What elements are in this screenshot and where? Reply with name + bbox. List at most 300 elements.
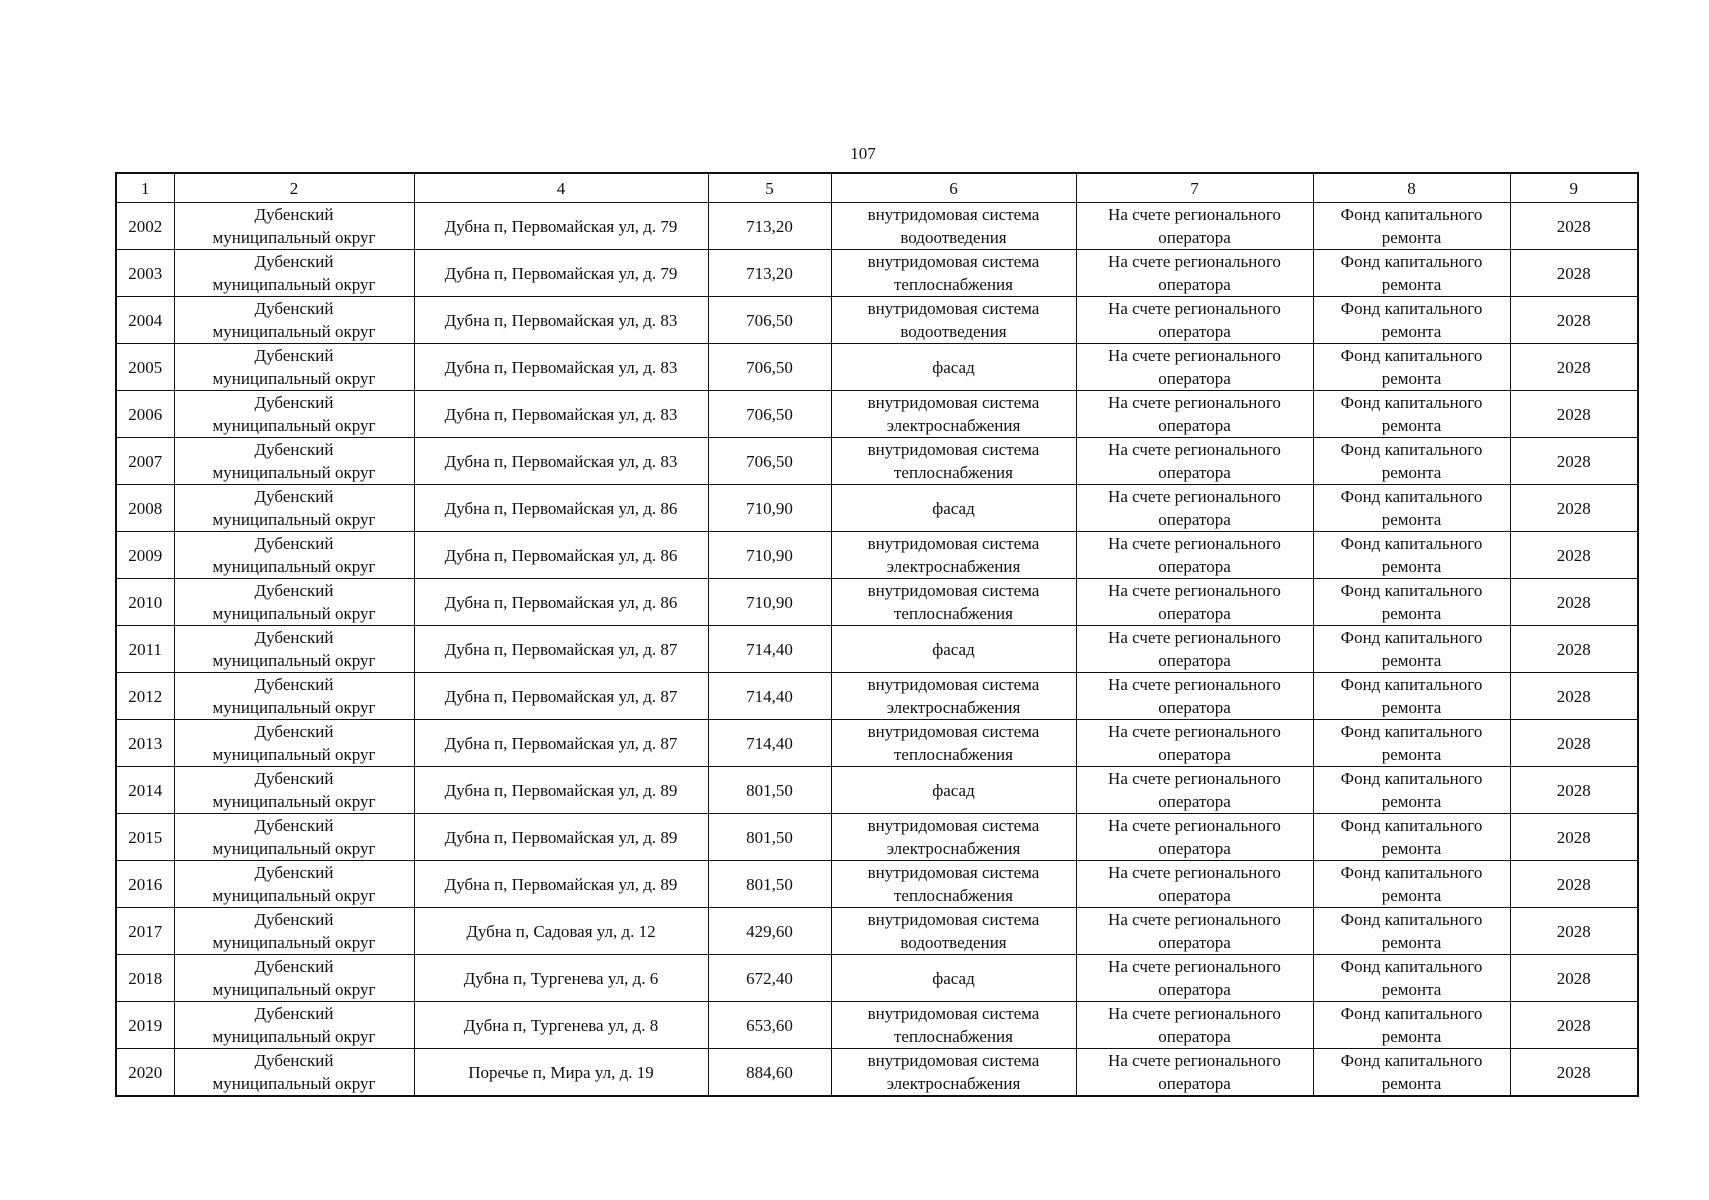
account-method-cell-line: оператора	[1158, 1027, 1231, 1046]
funding-source-cell-line: ремонта	[1381, 275, 1442, 294]
work-type-cell	[831, 1049, 1076, 1097]
district-cell-line: Дубенский	[254, 440, 334, 459]
funding-source-cell	[1313, 767, 1510, 814]
work-type-cell	[831, 673, 1076, 720]
funding-source-cell-line: Фонд капитального	[1340, 675, 1483, 694]
address-cell: Дубна п, Первомайская ул, д. 83	[414, 391, 708, 438]
row-number-cell: 2010	[116, 579, 174, 626]
district-cell-line: муниципальный округ	[212, 1027, 376, 1046]
district-cell-line: муниципальный округ	[212, 322, 376, 341]
funding-source-cell-line: ремонта	[1381, 745, 1442, 764]
funding-source-cell-line: Фонд капитального	[1340, 1051, 1483, 1070]
account-method-cell	[1076, 438, 1313, 485]
column-number: 7	[1076, 173, 1313, 203]
funding-source-cell	[1313, 1049, 1510, 1097]
year-cell: 2028	[1510, 814, 1638, 861]
funding-source-cell-line: ремонта	[1381, 416, 1442, 435]
district-cell-line: муниципальный округ	[212, 557, 376, 576]
work-type-cell-line: внутридомовая система	[867, 252, 1040, 271]
row-number-cell: 2015	[116, 814, 174, 861]
work-type-cell	[831, 203, 1076, 250]
district-cell-line: Дубенский	[254, 581, 334, 600]
district-cell-line: муниципальный округ	[212, 792, 376, 811]
funding-source-cell-line: ремонта	[1381, 1027, 1442, 1046]
district-cell-line: муниципальный округ	[212, 275, 376, 294]
account-method-cell-line: На счете регионального	[1108, 534, 1281, 553]
year-cell: 2028	[1510, 1049, 1638, 1097]
row-number-cell: 2009	[116, 532, 174, 579]
work-type-cell-line: внутридомовая система	[867, 205, 1040, 224]
table-row	[116, 814, 1638, 861]
account-method-cell-line: оператора	[1158, 228, 1231, 247]
district-cell-line: Дубенский	[254, 722, 334, 741]
district-cell	[174, 532, 414, 579]
address-cell: Дубна п, Первомайская ул, д. 83	[414, 438, 708, 485]
account-method-cell	[1076, 626, 1313, 673]
area-cell: 714,40	[708, 626, 831, 673]
work-type-cell-line: внутридомовая система	[867, 581, 1040, 600]
funding-source-cell	[1313, 297, 1510, 344]
work-type-cell-line: фасад	[932, 968, 975, 988]
work-type-cell-line: внутридомовая система	[867, 675, 1040, 694]
work-type-cell-line: теплоснабжения	[894, 275, 1013, 294]
work-type-cell-line: внутридомовая система	[867, 722, 1040, 741]
work-type-cell-line: внутридомовая система	[867, 299, 1040, 318]
area-cell: 713,20	[708, 250, 831, 297]
district-cell-line: Дубенский	[254, 957, 334, 976]
work-type-cell	[831, 485, 1076, 532]
account-method-cell-line: На счете регионального	[1108, 581, 1281, 600]
account-method-cell-line: оператора	[1158, 839, 1231, 858]
year-cell: 2028	[1510, 626, 1638, 673]
table-row	[116, 720, 1638, 767]
year-cell: 2028	[1510, 532, 1638, 579]
funding-source-cell-line: Фонд капитального	[1340, 252, 1483, 271]
account-method-cell	[1076, 579, 1313, 626]
funding-source-cell-line: Фонд капитального	[1340, 534, 1483, 553]
account-method-cell	[1076, 673, 1313, 720]
area-cell: 710,90	[708, 579, 831, 626]
address-cell: Дубна п, Первомайская ул, д. 86	[414, 485, 708, 532]
district-cell	[174, 344, 414, 391]
address-cell: Дубна п, Первомайская ул, д. 83	[414, 344, 708, 391]
work-type-cell-line: внутридомовая система	[867, 910, 1040, 929]
district-cell-line: Дубенский	[254, 769, 334, 788]
funding-source-cell	[1313, 673, 1510, 720]
account-method-cell-line: На счете регионального	[1108, 440, 1281, 459]
district-cell	[174, 673, 414, 720]
district-cell	[174, 1049, 414, 1097]
work-type-cell	[831, 955, 1076, 1002]
table-row	[116, 861, 1638, 908]
year-cell: 2028	[1510, 908, 1638, 955]
account-method-cell-line: На счете регионального	[1108, 863, 1281, 882]
funding-source-cell-line: Фонд капитального	[1340, 957, 1483, 976]
row-number-cell: 2012	[116, 673, 174, 720]
account-method-cell-line: оператора	[1158, 275, 1231, 294]
district-cell-line: Дубенский	[254, 1004, 334, 1023]
funding-source-cell-line: Фонд капитального	[1340, 863, 1483, 882]
work-type-cell-line: фасад	[932, 357, 975, 377]
address-cell: Дубна п, Первомайская ул, д. 87	[414, 720, 708, 767]
work-type-cell	[831, 344, 1076, 391]
account-method-cell-line: На счете регионального	[1108, 1004, 1281, 1023]
funding-source-cell-line: ремонта	[1381, 604, 1442, 623]
work-type-cell-line: электроснабжения	[886, 1074, 1021, 1093]
address-cell: Дубна п, Первомайская ул, д. 86	[414, 579, 708, 626]
funding-source-cell	[1313, 203, 1510, 250]
work-type-cell	[831, 532, 1076, 579]
row-number-cell: 2013	[116, 720, 174, 767]
district-cell-line: Дубенский	[254, 299, 334, 318]
work-type-cell-line: электроснабжения	[886, 557, 1021, 576]
table-row	[116, 297, 1638, 344]
funding-source-cell	[1313, 438, 1510, 485]
funding-source-cell-line: Фонд капитального	[1340, 769, 1483, 788]
page-number: 107	[850, 144, 876, 163]
account-method-cell	[1076, 250, 1313, 297]
area-cell: 710,90	[708, 532, 831, 579]
year-cell: 2028	[1510, 485, 1638, 532]
funding-source-cell	[1313, 250, 1510, 297]
district-cell-line: Дубенский	[254, 628, 334, 647]
account-method-cell-line: оператора	[1158, 416, 1231, 435]
funding-source-cell-line: Фонд капитального	[1340, 205, 1483, 224]
account-method-cell	[1076, 814, 1313, 861]
account-method-cell-line: На счете регионального	[1108, 205, 1281, 224]
account-method-cell-line: оператора	[1158, 510, 1231, 529]
table-row	[116, 485, 1638, 532]
column-number: 6	[831, 173, 1076, 203]
column-number-row	[116, 173, 1638, 203]
account-method-cell-line: оператора	[1158, 604, 1231, 623]
year-cell: 2028	[1510, 250, 1638, 297]
account-method-cell	[1076, 861, 1313, 908]
column-number: 9	[1510, 173, 1638, 203]
district-cell-line: Дубенский	[254, 205, 334, 224]
funding-source-cell-line: Фонд капитального	[1340, 816, 1483, 835]
work-type-cell-line: теплоснабжения	[894, 604, 1013, 623]
address-cell: Дубна п, Первомайская ул, д. 79	[414, 250, 708, 297]
area-cell: 710,90	[708, 485, 831, 532]
account-method-cell-line: На счете регионального	[1108, 675, 1281, 694]
district-cell	[174, 814, 414, 861]
account-method-cell-line: На счете регионального	[1108, 816, 1281, 835]
district-cell	[174, 955, 414, 1002]
year-cell: 2028	[1510, 297, 1638, 344]
address-cell: Дубна п, Тургенева ул, д. 8	[414, 1002, 708, 1049]
district-cell-line: муниципальный округ	[212, 698, 376, 717]
funding-source-cell-line: ремонта	[1381, 698, 1442, 717]
table-row	[116, 626, 1638, 673]
funding-source-cell-line: ремонта	[1381, 839, 1442, 858]
table-row	[116, 344, 1638, 391]
work-type-cell-line: фасад	[932, 639, 975, 659]
district-cell-line: Дубенский	[254, 675, 334, 694]
account-method-cell-line: оператора	[1158, 1074, 1231, 1093]
work-type-cell	[831, 908, 1076, 955]
district-cell-line: муниципальный округ	[212, 1074, 376, 1093]
district-cell-line: Дубенский	[254, 816, 334, 835]
row-number-cell: 2007	[116, 438, 174, 485]
area-cell: 706,50	[708, 438, 831, 485]
year-cell: 2028	[1510, 344, 1638, 391]
funding-source-cell	[1313, 532, 1510, 579]
funding-source-cell-line: ремонта	[1381, 322, 1442, 341]
address-cell: Дубна п, Первомайская ул, д. 89	[414, 814, 708, 861]
work-type-cell	[831, 1002, 1076, 1049]
account-method-cell-line: оператора	[1158, 369, 1231, 388]
year-cell: 2028	[1510, 955, 1638, 1002]
work-type-cell-line: фасад	[932, 498, 975, 518]
area-cell: 714,40	[708, 673, 831, 720]
district-cell-line: муниципальный округ	[212, 463, 376, 482]
account-method-cell-line: оператора	[1158, 463, 1231, 482]
year-cell: 2028	[1510, 1002, 1638, 1049]
row-number-cell: 2011	[116, 626, 174, 673]
funding-source-cell-line: ремонта	[1381, 886, 1442, 905]
work-type-cell-line: фасад	[932, 780, 975, 800]
account-method-cell-line: На счете регионального	[1108, 393, 1281, 412]
area-cell: 884,60	[708, 1049, 831, 1097]
work-type-cell-line: теплоснабжения	[894, 745, 1013, 764]
account-method-cell	[1076, 485, 1313, 532]
account-method-cell	[1076, 767, 1313, 814]
year-cell: 2028	[1510, 391, 1638, 438]
district-cell	[174, 438, 414, 485]
work-type-cell-line: внутридомовая система	[867, 440, 1040, 459]
row-number-cell: 2020	[116, 1049, 174, 1097]
work-type-cell-line: внутридомовая система	[867, 816, 1040, 835]
district-cell-line: Дубенский	[254, 487, 334, 506]
work-type-cell-line: внутридомовая система	[867, 1004, 1040, 1023]
work-type-cell-line: внутридомовая система	[867, 393, 1040, 412]
account-method-cell-line: оператора	[1158, 745, 1231, 764]
district-cell	[174, 908, 414, 955]
district-cell-line: муниципальный округ	[212, 369, 376, 388]
row-number-cell: 2014	[116, 767, 174, 814]
address-cell: Дубна п, Первомайская ул, д. 79	[414, 203, 708, 250]
district-cell-line: муниципальный округ	[212, 228, 376, 247]
district-cell-line: муниципальный округ	[212, 933, 376, 952]
work-type-cell	[831, 720, 1076, 767]
account-method-cell-line: На счете регионального	[1108, 628, 1281, 647]
district-cell-line: муниципальный округ	[212, 886, 376, 905]
district-cell-line: муниципальный округ	[212, 604, 376, 623]
funding-source-cell-line: ремонта	[1381, 980, 1442, 999]
work-type-cell	[831, 391, 1076, 438]
year-cell: 2028	[1510, 438, 1638, 485]
work-type-cell-line: водоотведения	[900, 322, 1007, 341]
district-cell-line: Дубенский	[254, 252, 334, 271]
year-cell: 2028	[1510, 720, 1638, 767]
district-cell	[174, 626, 414, 673]
account-method-cell-line: оператора	[1158, 792, 1231, 811]
funding-source-cell-line: ремонта	[1381, 651, 1442, 670]
column-number: 5	[708, 173, 831, 203]
funding-source-cell-line: ремонта	[1381, 463, 1442, 482]
table-row	[116, 391, 1638, 438]
account-method-cell	[1076, 1002, 1313, 1049]
account-method-cell	[1076, 720, 1313, 767]
table-row	[116, 579, 1638, 626]
district-cell	[174, 297, 414, 344]
column-number: 2	[174, 173, 414, 203]
area-cell: 706,50	[708, 391, 831, 438]
district-cell-line: Дубенский	[254, 863, 334, 882]
table-row	[116, 203, 1638, 250]
work-type-cell-line: внутридомовая система	[867, 534, 1040, 553]
account-method-cell-line: оператора	[1158, 322, 1231, 341]
area-cell: 429,60	[708, 908, 831, 955]
row-number-cell: 2008	[116, 485, 174, 532]
funding-source-cell	[1313, 814, 1510, 861]
work-type-cell-line: электроснабжения	[886, 698, 1021, 717]
funding-source-cell-line: ремонта	[1381, 510, 1442, 529]
table-row	[116, 1049, 1638, 1097]
work-type-cell	[831, 814, 1076, 861]
account-method-cell-line: На счете регионального	[1108, 769, 1281, 788]
funding-source-cell-line: Фонд капитального	[1340, 722, 1483, 741]
district-cell-line: муниципальный округ	[212, 510, 376, 529]
row-number-cell: 2006	[116, 391, 174, 438]
year-cell: 2028	[1510, 203, 1638, 250]
account-method-cell	[1076, 908, 1313, 955]
account-method-cell	[1076, 1049, 1313, 1097]
district-cell-line: муниципальный округ	[212, 839, 376, 858]
district-cell	[174, 1002, 414, 1049]
account-method-cell-line: оператора	[1158, 980, 1231, 999]
funding-source-cell	[1313, 391, 1510, 438]
row-number-cell: 2016	[116, 861, 174, 908]
area-cell: 706,50	[708, 344, 831, 391]
account-method-cell-line: оператора	[1158, 557, 1231, 576]
area-cell: 713,20	[708, 203, 831, 250]
account-method-cell-line: оператора	[1158, 698, 1231, 717]
address-cell: Дубна п, Тургенева ул, д. 6	[414, 955, 708, 1002]
funding-source-cell	[1313, 626, 1510, 673]
column-number: 4	[414, 173, 708, 203]
account-method-cell-line: На счете регионального	[1108, 252, 1281, 271]
funding-source-cell	[1313, 955, 1510, 1002]
funding-source-cell	[1313, 1002, 1510, 1049]
table-row	[116, 955, 1638, 1002]
area-cell: 801,50	[708, 767, 831, 814]
district-cell	[174, 579, 414, 626]
funding-source-cell-line: Фонд капитального	[1340, 440, 1483, 459]
account-method-cell-line: На счете регионального	[1108, 722, 1281, 741]
work-type-cell	[831, 861, 1076, 908]
area-cell: 672,40	[708, 955, 831, 1002]
funding-source-cell-line: ремонта	[1381, 369, 1442, 388]
district-cell-line: Дубенский	[254, 910, 334, 929]
funding-source-cell-line: Фонд капитального	[1340, 393, 1483, 412]
funding-source-cell-line: ремонта	[1381, 792, 1442, 811]
district-cell-line: Дубенский	[254, 1051, 334, 1070]
work-type-cell	[831, 626, 1076, 673]
table-header	[116, 173, 1638, 203]
district-cell	[174, 485, 414, 532]
funding-source-cell	[1313, 579, 1510, 626]
address-cell: Поречье п, Мира ул, д. 19	[414, 1049, 708, 1097]
work-type-cell-line: электроснабжения	[886, 416, 1021, 435]
work-type-cell-line: теплоснабжения	[894, 463, 1013, 482]
account-method-cell	[1076, 297, 1313, 344]
funding-source-cell	[1313, 861, 1510, 908]
funding-source-cell-line: Фонд капитального	[1340, 346, 1483, 365]
area-cell: 714,40	[708, 720, 831, 767]
funding-source-cell-line: Фонд капитального	[1340, 581, 1483, 600]
work-type-cell	[831, 579, 1076, 626]
account-method-cell	[1076, 344, 1313, 391]
column-number: 1	[116, 173, 174, 203]
address-cell: Дубна п, Первомайская ул, д. 86	[414, 532, 708, 579]
address-cell: Дубна п, Первомайская ул, д. 83	[414, 297, 708, 344]
row-number-cell: 2003	[116, 250, 174, 297]
funding-source-cell-line: Фонд капитального	[1340, 628, 1483, 647]
year-cell: 2028	[1510, 767, 1638, 814]
work-type-cell-line: внутридомовая система	[867, 863, 1040, 882]
district-cell	[174, 203, 414, 250]
table-row	[116, 908, 1638, 955]
table-row	[116, 673, 1638, 720]
funding-source-cell-line: Фонд капитального	[1340, 299, 1483, 318]
repair-registry-table	[115, 172, 1639, 1097]
column-number: 8	[1313, 173, 1510, 203]
account-method-cell-line: На счете регионального	[1108, 487, 1281, 506]
funding-source-cell-line: Фонд капитального	[1340, 1004, 1483, 1023]
work-type-cell-line: теплоснабжения	[894, 886, 1013, 905]
account-method-cell-line: На счете регионального	[1108, 910, 1281, 929]
table-row	[116, 767, 1638, 814]
funding-source-cell	[1313, 908, 1510, 955]
district-cell	[174, 767, 414, 814]
account-method-cell	[1076, 532, 1313, 579]
district-cell-line: муниципальный округ	[212, 651, 376, 670]
row-number-cell: 2019	[116, 1002, 174, 1049]
year-cell: 2028	[1510, 579, 1638, 626]
work-type-cell	[831, 297, 1076, 344]
table-row	[116, 532, 1638, 579]
district-cell-line: муниципальный округ	[212, 745, 376, 764]
account-method-cell-line: На счете регионального	[1108, 957, 1281, 976]
funding-source-cell-line: Фонд капитального	[1340, 910, 1483, 929]
district-cell-line: муниципальный округ	[212, 980, 376, 999]
work-type-cell-line: электроснабжения	[886, 839, 1021, 858]
row-number-cell: 2004	[116, 297, 174, 344]
work-type-cell	[831, 250, 1076, 297]
district-cell	[174, 391, 414, 438]
account-method-cell-line: оператора	[1158, 933, 1231, 952]
row-number-cell: 2018	[116, 955, 174, 1002]
area-cell: 653,60	[708, 1002, 831, 1049]
funding-source-cell-line: ремонта	[1381, 1074, 1442, 1093]
table-row	[116, 250, 1638, 297]
funding-source-cell-line: ремонта	[1381, 557, 1442, 576]
work-type-cell-line: водоотведения	[900, 228, 1007, 247]
funding-source-cell-line: Фонд капитального	[1340, 487, 1483, 506]
district-cell	[174, 861, 414, 908]
district-cell-line: муниципальный округ	[212, 416, 376, 435]
district-cell	[174, 720, 414, 767]
row-number-cell: 2002	[116, 203, 174, 250]
area-cell: 801,50	[708, 861, 831, 908]
district-cell-line: Дубенский	[254, 346, 334, 365]
funding-source-cell-line: ремонта	[1381, 933, 1442, 952]
funding-source-cell	[1313, 485, 1510, 532]
work-type-cell-line: теплоснабжения	[894, 1027, 1013, 1046]
account-method-cell	[1076, 955, 1313, 1002]
